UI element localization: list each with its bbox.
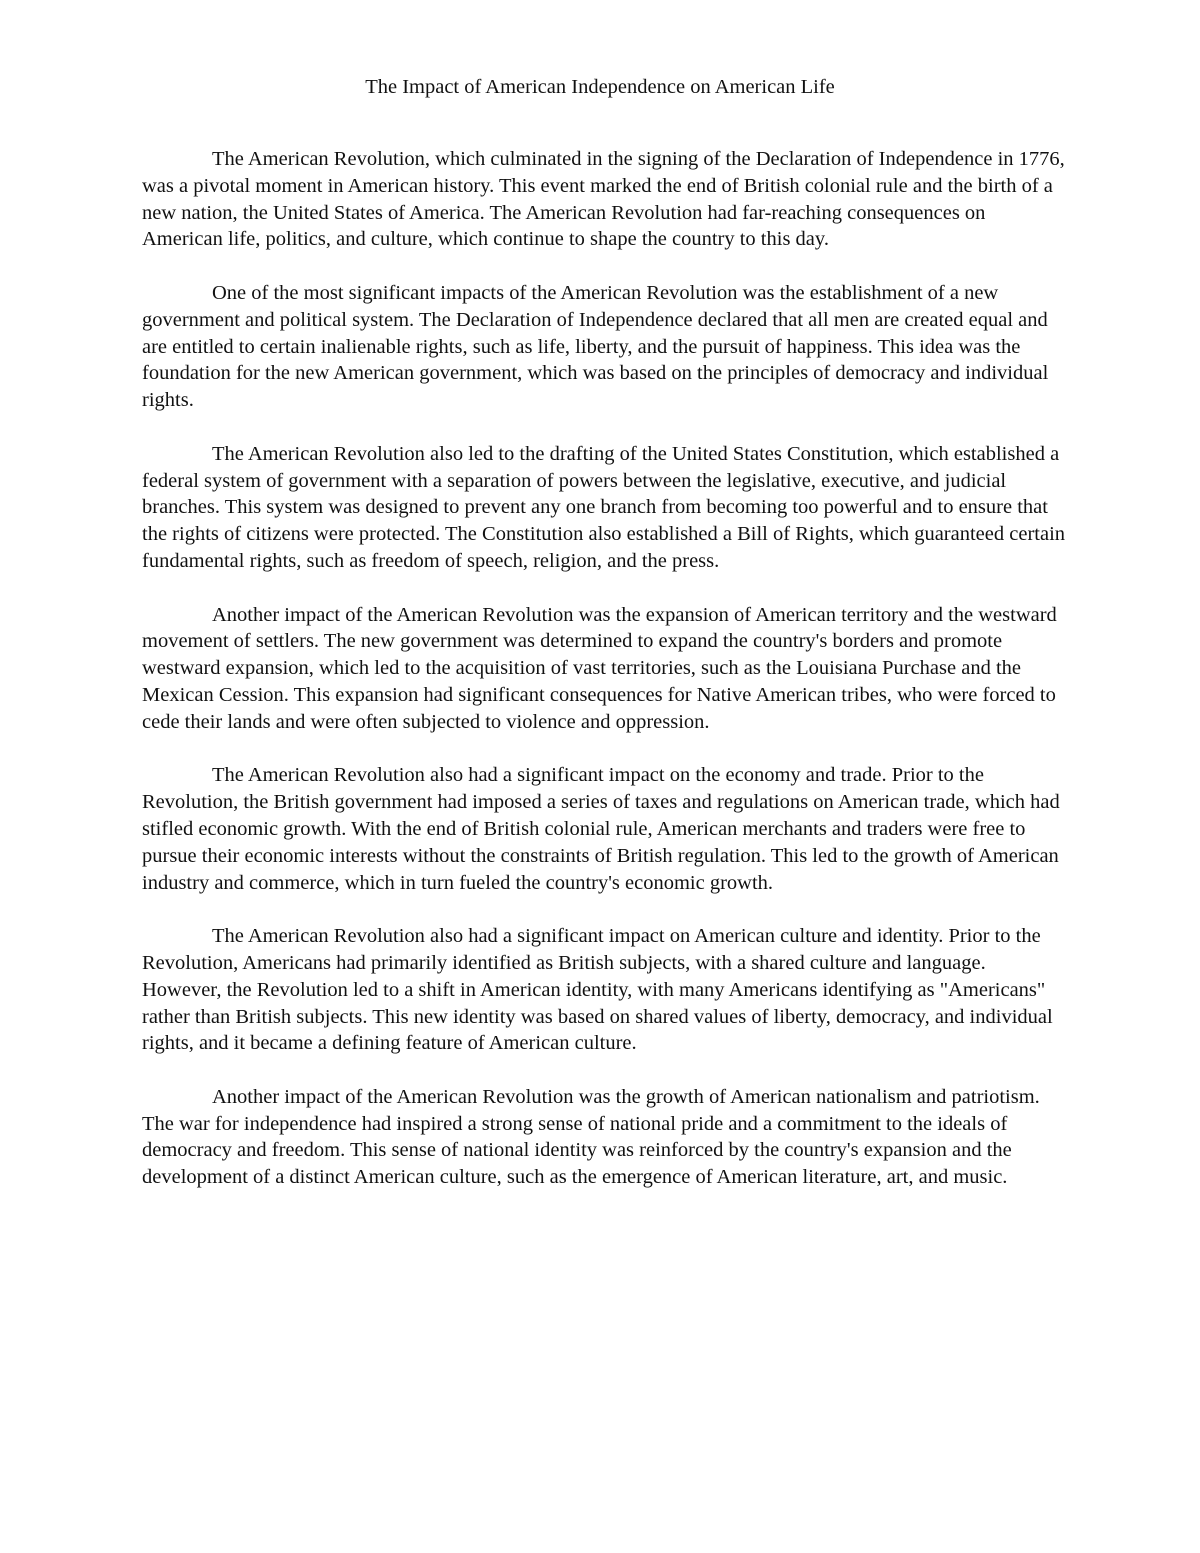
paragraph-1: The American Revolution, which culminated in the signing of the Declaration of Independence in 1776, was a pivotal moment in American history. This event marked the end of British colonial rule and the birth of a new nation, the United States of America. The American Revolution had far-reaching consequences on American life, politics, and culture, which continue to shape the country to this day. bbox=[142, 148, 1065, 251]
paragraph-4: Another impact of the American Revolution was the expansion of American territory and the westward movement of settlers. The new government was determined to expand the country's borders and promote westward expansion, which led to the acquisition of vast territories, such as the Louisiana Purchase and the Mexican Cession. This expansion had significant consequences for Native American tribes, who were forced to cede their lands and were often subjected to violence and oppression. bbox=[142, 603, 1057, 733]
paragraph-3: The American Revolution also led to the drafting of the United States Constitution, which established a federal system of government with a separation of powers between the legislative, executive, and judicial branches. This system was designed to prevent any one branch from becoming too powerful and to ensure that the rights of citizens were protected. The Constitution also established a Bill of Rights, which guaranteed certain fundamental rights, such as freedom of speech, religion, and the press. bbox=[142, 442, 1066, 572]
paragraph-5: The American Revolution also had a significant impact on the economy and trade. Prior to the Revolution, the British government had imposed a series of taxes and regulations on American trade, which had stifled economic growth. With the end of British colonial rule, American merchants and traders were free to pursue their economic interests without the constraints of British regulation. This led to the growth of American industry and commerce, which in turn fueled the country's economic growth. bbox=[142, 764, 1060, 894]
paragraph-6: The American Revolution also had a significant impact on American culture and identity. Prior to the Revolution, Americans had primarily identified as British subjects, with a shared culture and language. However, the Revolution led to a shift in American identity, with many Americans identifying as "Americans" rather than British subjects. This new identity was based on shared values of liberty, democracy, and individual rights, and it became a defining feature of American culture. bbox=[142, 925, 1053, 1055]
document-body bbox=[142, 146, 1067, 1218]
document-title: The Impact of American Independence on American Life bbox=[365, 76, 835, 98]
paragraph-7: Another impact of the American Revolution was the growth of American nationalism and patriotism. The war for independence had inspired a strong sense of national pride and a commitment to the ideals of democracy and freedom. This sense of national identity was reinforced by the country's expansion and the development of a distinct American culture, such as the emergence of American literature, art, and music. bbox=[142, 1085, 1040, 1189]
paragraph-2: One of the most significant impacts of the American Revolution was the establishment of a new government and political system. The Declaration of Independence declared that all men are created equal and are entitled to certain inalienable rights, such as life, liberty, and the pursuit of happiness. This idea was the foundation for the new American government, which was based on the principles of democracy and individual rights. bbox=[142, 281, 1049, 412]
